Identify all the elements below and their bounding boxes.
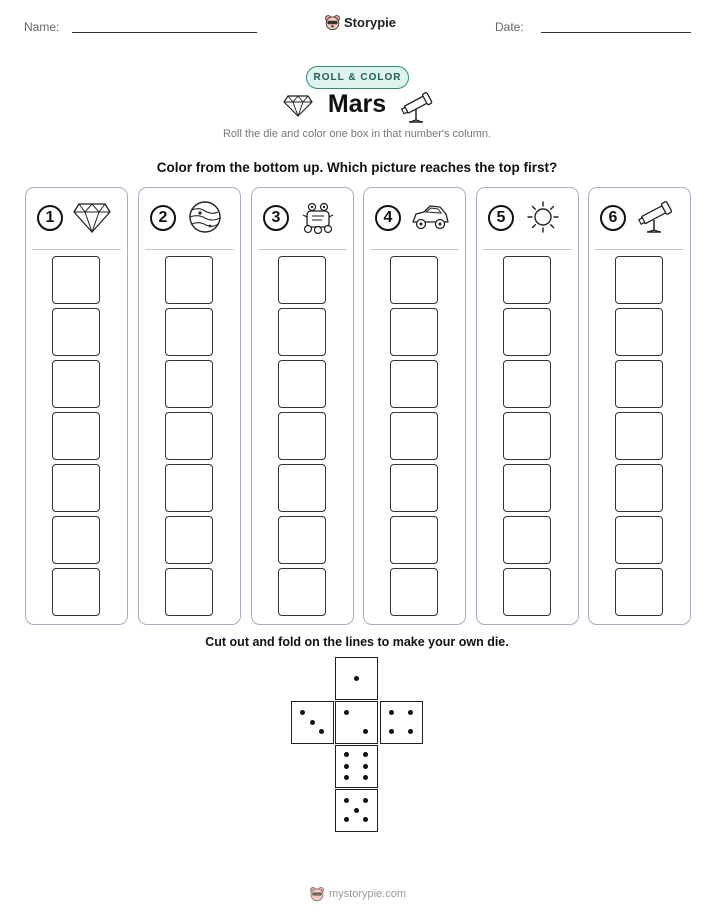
column-number: 3	[263, 205, 289, 231]
column-2	[138, 187, 241, 625]
color-box[interactable]	[503, 464, 551, 512]
telescope-icon	[399, 90, 435, 124]
color-box[interactable]	[52, 360, 100, 408]
column-header	[252, 188, 353, 250]
color-box[interactable]	[52, 256, 100, 304]
rover-icon	[298, 200, 338, 234]
die-pip	[344, 798, 349, 803]
column-divider	[370, 249, 459, 250]
die-pip	[344, 775, 349, 780]
column-divider	[483, 249, 572, 250]
column-3	[251, 187, 354, 625]
die-face-6	[335, 745, 378, 788]
sun-icon	[523, 200, 563, 234]
die-pip	[363, 798, 368, 803]
color-box[interactable]	[390, 412, 438, 460]
color-box[interactable]	[390, 308, 438, 356]
die-pip	[363, 729, 368, 734]
footer-url: mystorypie.com	[329, 888, 407, 900]
name-label: Name:	[24, 20, 60, 34]
die-pip	[363, 764, 368, 769]
column-5	[476, 187, 579, 625]
brand-logo	[324, 14, 396, 31]
color-box[interactable]	[52, 516, 100, 564]
die-pip	[344, 710, 349, 715]
die-face-5	[335, 789, 378, 832]
color-box[interactable]	[165, 516, 213, 564]
die-instruction: Cut out and fold on the lines to make your own die.	[205, 635, 509, 649]
color-box[interactable]	[165, 568, 213, 616]
color-box[interactable]	[615, 256, 663, 304]
color-box[interactable]	[278, 256, 326, 304]
die-pip	[344, 817, 349, 822]
color-box[interactable]	[52, 464, 100, 512]
die-face-1	[335, 657, 378, 700]
color-box[interactable]	[503, 516, 551, 564]
column-number: 6	[600, 205, 626, 231]
column-number: 5	[488, 205, 514, 231]
color-box[interactable]	[390, 256, 438, 304]
color-box[interactable]	[165, 360, 213, 408]
color-box[interactable]	[52, 412, 100, 460]
diamond-icon	[283, 94, 313, 118]
color-box[interactable]	[278, 464, 326, 512]
die-pip	[363, 775, 368, 780]
color-box[interactable]	[503, 360, 551, 408]
color-box[interactable]	[390, 464, 438, 512]
color-box[interactable]	[503, 308, 551, 356]
die-pip	[363, 752, 368, 757]
column-header	[139, 188, 240, 250]
die-pip	[300, 710, 305, 715]
die-pip	[408, 729, 413, 734]
color-box[interactable]	[278, 412, 326, 460]
die-pip	[389, 710, 394, 715]
color-box[interactable]	[165, 412, 213, 460]
column-divider	[32, 249, 121, 250]
color-box[interactable]	[52, 308, 100, 356]
car-icon	[410, 200, 450, 234]
die-pip	[408, 710, 413, 715]
column-divider	[145, 249, 234, 250]
die-pip	[354, 676, 359, 681]
color-box[interactable]	[615, 464, 663, 512]
brand-name: Storypie	[344, 15, 397, 30]
die-pip	[363, 817, 368, 822]
die-pip	[354, 808, 359, 813]
column-4	[363, 187, 466, 625]
color-box[interactable]	[390, 516, 438, 564]
color-box[interactable]	[615, 360, 663, 408]
subtitle: Roll the die and color one box in that number's column.	[222, 128, 492, 140]
color-box[interactable]	[615, 308, 663, 356]
color-box[interactable]	[503, 568, 551, 616]
color-box[interactable]	[165, 464, 213, 512]
color-box[interactable]	[503, 256, 551, 304]
column-header	[477, 188, 578, 250]
activity-badge: ROLL & COLOR	[306, 66, 409, 89]
die-pip	[344, 752, 349, 757]
diamond-icon	[72, 200, 112, 234]
column-number: 1	[37, 205, 63, 231]
column-divider	[595, 249, 684, 250]
column-divider	[258, 249, 347, 250]
planet-icon	[185, 200, 225, 234]
date-label: Date:	[495, 20, 524, 34]
die-face-3	[291, 701, 334, 744]
color-box[interactable]	[278, 568, 326, 616]
color-box[interactable]	[615, 516, 663, 564]
color-box[interactable]	[615, 568, 663, 616]
die-face-2	[335, 701, 378, 744]
color-box[interactable]	[390, 360, 438, 408]
column-header	[26, 188, 127, 250]
storypie-mascot-icon	[324, 14, 341, 31]
color-box[interactable]	[165, 256, 213, 304]
color-box[interactable]	[615, 412, 663, 460]
die-pip	[319, 729, 324, 734]
footer	[309, 886, 406, 902]
color-box[interactable]	[278, 516, 326, 564]
die-pip	[344, 764, 349, 769]
color-box[interactable]	[278, 360, 326, 408]
storypie-mascot-icon	[309, 886, 325, 902]
color-box[interactable]	[278, 308, 326, 356]
page-title: Mars	[327, 90, 387, 118]
column-header	[364, 188, 465, 250]
column-1	[25, 187, 128, 625]
column-number: 2	[150, 205, 176, 231]
die-pip	[310, 720, 315, 725]
color-box[interactable]	[503, 412, 551, 460]
column-header	[589, 188, 690, 250]
color-box[interactable]	[165, 308, 213, 356]
die-pip	[389, 729, 394, 734]
die-face-4	[380, 701, 423, 744]
date-field[interactable]	[541, 32, 691, 33]
column-number: 4	[375, 205, 401, 231]
instruction-text: Color from the bottom up. Which picture reaches the top first?	[156, 160, 558, 175]
color-box[interactable]	[390, 568, 438, 616]
name-field[interactable]	[72, 32, 257, 33]
color-box[interactable]	[52, 568, 100, 616]
column-6	[588, 187, 691, 625]
telescope-icon	[635, 200, 675, 234]
